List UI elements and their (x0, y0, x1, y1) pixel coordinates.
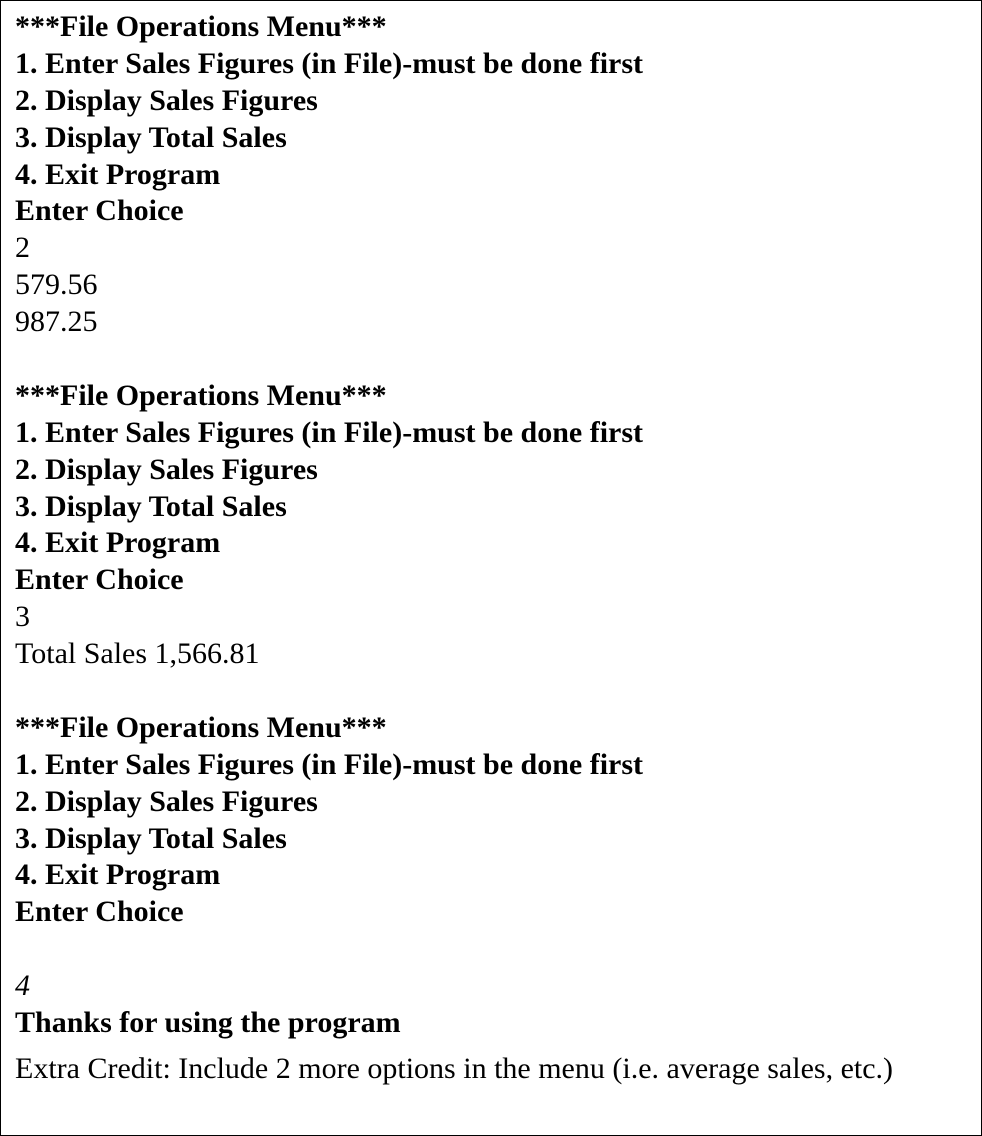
menu-option-display-total: 3. Display Total Sales (15, 821, 287, 855)
menu-option-exit: 4. Exit Program (15, 526, 221, 560)
menu-option-exit: 4. Exit Program (15, 157, 221, 191)
total-sales-output: Total Sales 1,566.81 (15, 637, 260, 671)
user-choice: 4 (15, 969, 30, 1003)
menu-title: ***File Operations Menu*** (15, 10, 387, 43)
menu-option-display-total: 3. Display Total Sales (15, 120, 287, 154)
menu-title: ***File Operations Menu*** (15, 710, 387, 744)
menu-option-display-sales: 2. Display Sales Figures (15, 784, 318, 818)
menu-option-display-sales: 2. Display Sales Figures (15, 452, 318, 486)
blank-line (15, 673, 973, 710)
menu-prompt: Enter Choice (15, 563, 184, 597)
menu-title: ***File Operations Menu*** (15, 378, 387, 412)
menu-option-enter-sales: 1. Enter Sales Figures (in File)-must be done first (15, 415, 644, 449)
sales-figure: 579.56 (15, 268, 98, 302)
menu-prompt: Enter Choice (15, 194, 184, 228)
menu-option-enter-sales: 1. Enter Sales Figures (in File)-must be done first (15, 747, 644, 781)
menu-option-display-sales: 2. Display Sales Figures (15, 83, 318, 117)
menu-option-display-total: 3. Display Total Sales (15, 489, 287, 523)
menu-prompt: Enter Choice (15, 895, 184, 929)
extra-credit-note: Extra Credit: Include 2 more options in the menu (i.e. average sales, etc.) (15, 1052, 894, 1085)
sales-figure: 987.25 (15, 305, 98, 339)
blank-line (15, 341, 973, 378)
goodbye-message: Thanks for using the program (15, 1006, 401, 1040)
menu-option-enter-sales: 1. Enter Sales Figures (in File)-must be done first (15, 46, 644, 80)
menu-option-exit: 4. Exit Program (15, 858, 221, 892)
console-output (15, 9, 973, 1042)
blank-line (15, 931, 973, 968)
user-choice: 2 (15, 231, 30, 265)
user-choice: 3 (15, 600, 30, 634)
